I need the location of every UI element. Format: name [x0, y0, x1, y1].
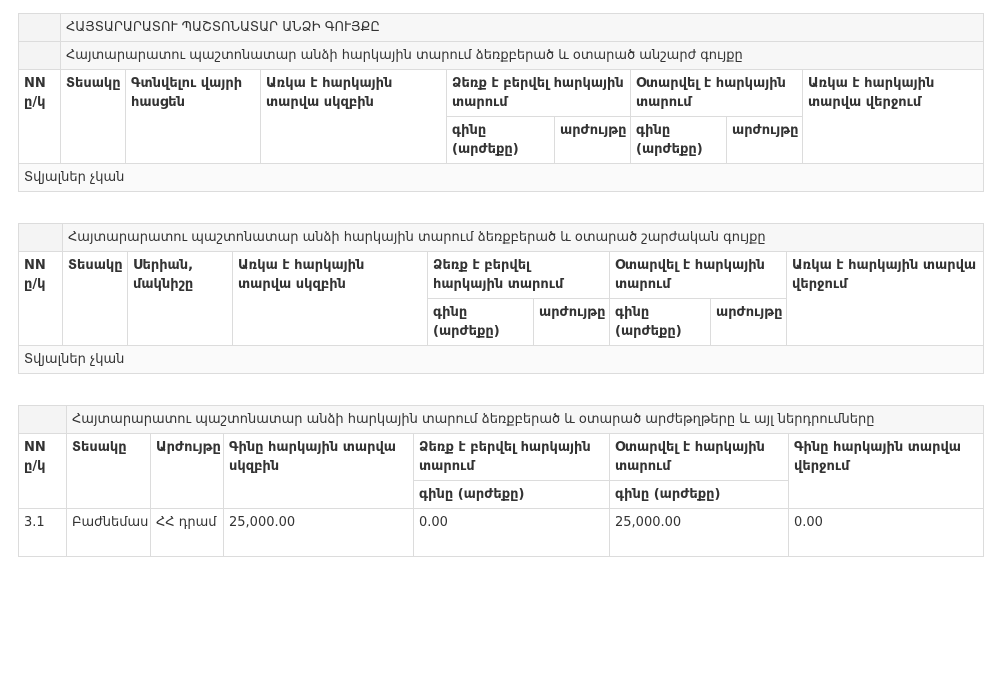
header-acquired: Ձեռք է բերվել հարկային տարում: [447, 70, 631, 117]
header-acquired-price: գինը (արժեքը): [428, 299, 534, 346]
subtitle-lead-cell: [19, 224, 63, 252]
header-end: Առկա է հարկային տարվա վերջում: [787, 252, 984, 346]
section-subtitle-row: [19, 42, 984, 70]
real-estate-table: [18, 13, 984, 192]
header-start-price: Գինը հարկային տարվա սկզբին: [224, 434, 414, 509]
header-row: [19, 252, 984, 299]
header-acquired-price: գինը (արժեքը): [447, 117, 555, 164]
subtitle-lead-cell: [19, 42, 61, 70]
row-type: Բաժնեմաս: [67, 509, 151, 557]
row-alienated: 25,000.00: [610, 509, 789, 557]
header-start: Առկա է հարկային տարվա սկզբին: [261, 70, 447, 164]
row-currency: ՀՀ դրամ: [151, 509, 224, 557]
header-acquired-price: գինը (արժեքը): [414, 481, 610, 509]
header-address: Գտնվելու վայրի հասցեն: [126, 70, 261, 164]
header-currency: Արժույթը: [151, 434, 224, 509]
header-start: Առկա է հարկային տարվա սկզբին: [233, 252, 428, 346]
securities-table: [18, 405, 984, 557]
no-data-text: Տվյալներ չկան: [19, 164, 984, 192]
header-acquired-value: արժույթը: [555, 117, 631, 164]
header-acquired-value: արժույթը: [534, 299, 610, 346]
header-alienated: Օտարվել է հարկային տարում: [610, 252, 787, 299]
header-nn: NN ը/կ: [19, 70, 61, 164]
header-type: Տեսակը: [67, 434, 151, 509]
header-row: [19, 70, 984, 117]
header-alienated-price: գինը (արժեքը): [610, 481, 789, 509]
movable-property-table: [18, 223, 984, 374]
section-main-title-row: [19, 14, 984, 42]
section-subtitle: Հայտարարատու պաշտոնատար անձի հարկային տարում ձեռքբերած և օտարած արժեթղթերը և այլ ներդրումները: [67, 406, 984, 434]
header-alienated-price: գինը (արժեքը): [610, 299, 711, 346]
header-alienated-price: գինը (արժեքը): [631, 117, 727, 164]
subtitle-lead-cell: [19, 406, 67, 434]
header-alienated: Օտարվել է հարկային տարում: [631, 70, 803, 117]
no-data-row: [19, 346, 984, 374]
row-end-price: 0.00: [789, 509, 984, 557]
section-subtitle-row: [19, 406, 984, 434]
header-type: Տեսակը: [63, 252, 128, 346]
title-lead-cell: [19, 14, 61, 42]
header-acquired: Ձեռք է բերվել հարկային տարում: [428, 252, 610, 299]
header-type: Տեսակը: [61, 70, 126, 164]
row-acquired: 0.00: [414, 509, 610, 557]
section-subtitle: Հայտարարատու պաշտոնատար անձի հարկային տարում ձեռքբերած և օտարած շարժական գույքը: [63, 224, 984, 252]
header-row: [19, 434, 984, 481]
header-alienated: Օտարվել է հարկային տարում: [610, 434, 789, 481]
table-row: [19, 509, 984, 557]
section-main-title: ՀԱՅՏԱՐԱՐԱՏՈՒ ՊԱՇՏՈՆԱՏԱՐ ԱՆՁԻ ԳՈՒՅՔԸ: [61, 14, 984, 42]
header-alienated-value: արժույթը: [711, 299, 787, 346]
section-subtitle: Հայտարարատու պաշտոնատար անձի հարկային տարում ձեռքբերած և օտարած անշարժ գույքը: [61, 42, 984, 70]
header-nn: NN ը/կ: [19, 252, 63, 346]
no-data-row: [19, 164, 984, 192]
header-end: Առկա է հարկային տարվա վերջում: [803, 70, 984, 164]
header-acquired: Ձեռք է բերվել հարկային տարում: [414, 434, 610, 481]
header-end-price: Գինը հարկային տարվա վերջում: [789, 434, 984, 509]
header-series: Սերիան, մակնիշը: [128, 252, 233, 346]
header-alienated-value: արժույթը: [727, 117, 803, 164]
row-start-price: 25,000.00: [224, 509, 414, 557]
header-nn: NN ը/կ: [19, 434, 67, 509]
no-data-text: Տվյալներ չկան: [19, 346, 984, 374]
section-subtitle-row: [19, 224, 984, 252]
row-nn: 3.1: [19, 509, 67, 557]
